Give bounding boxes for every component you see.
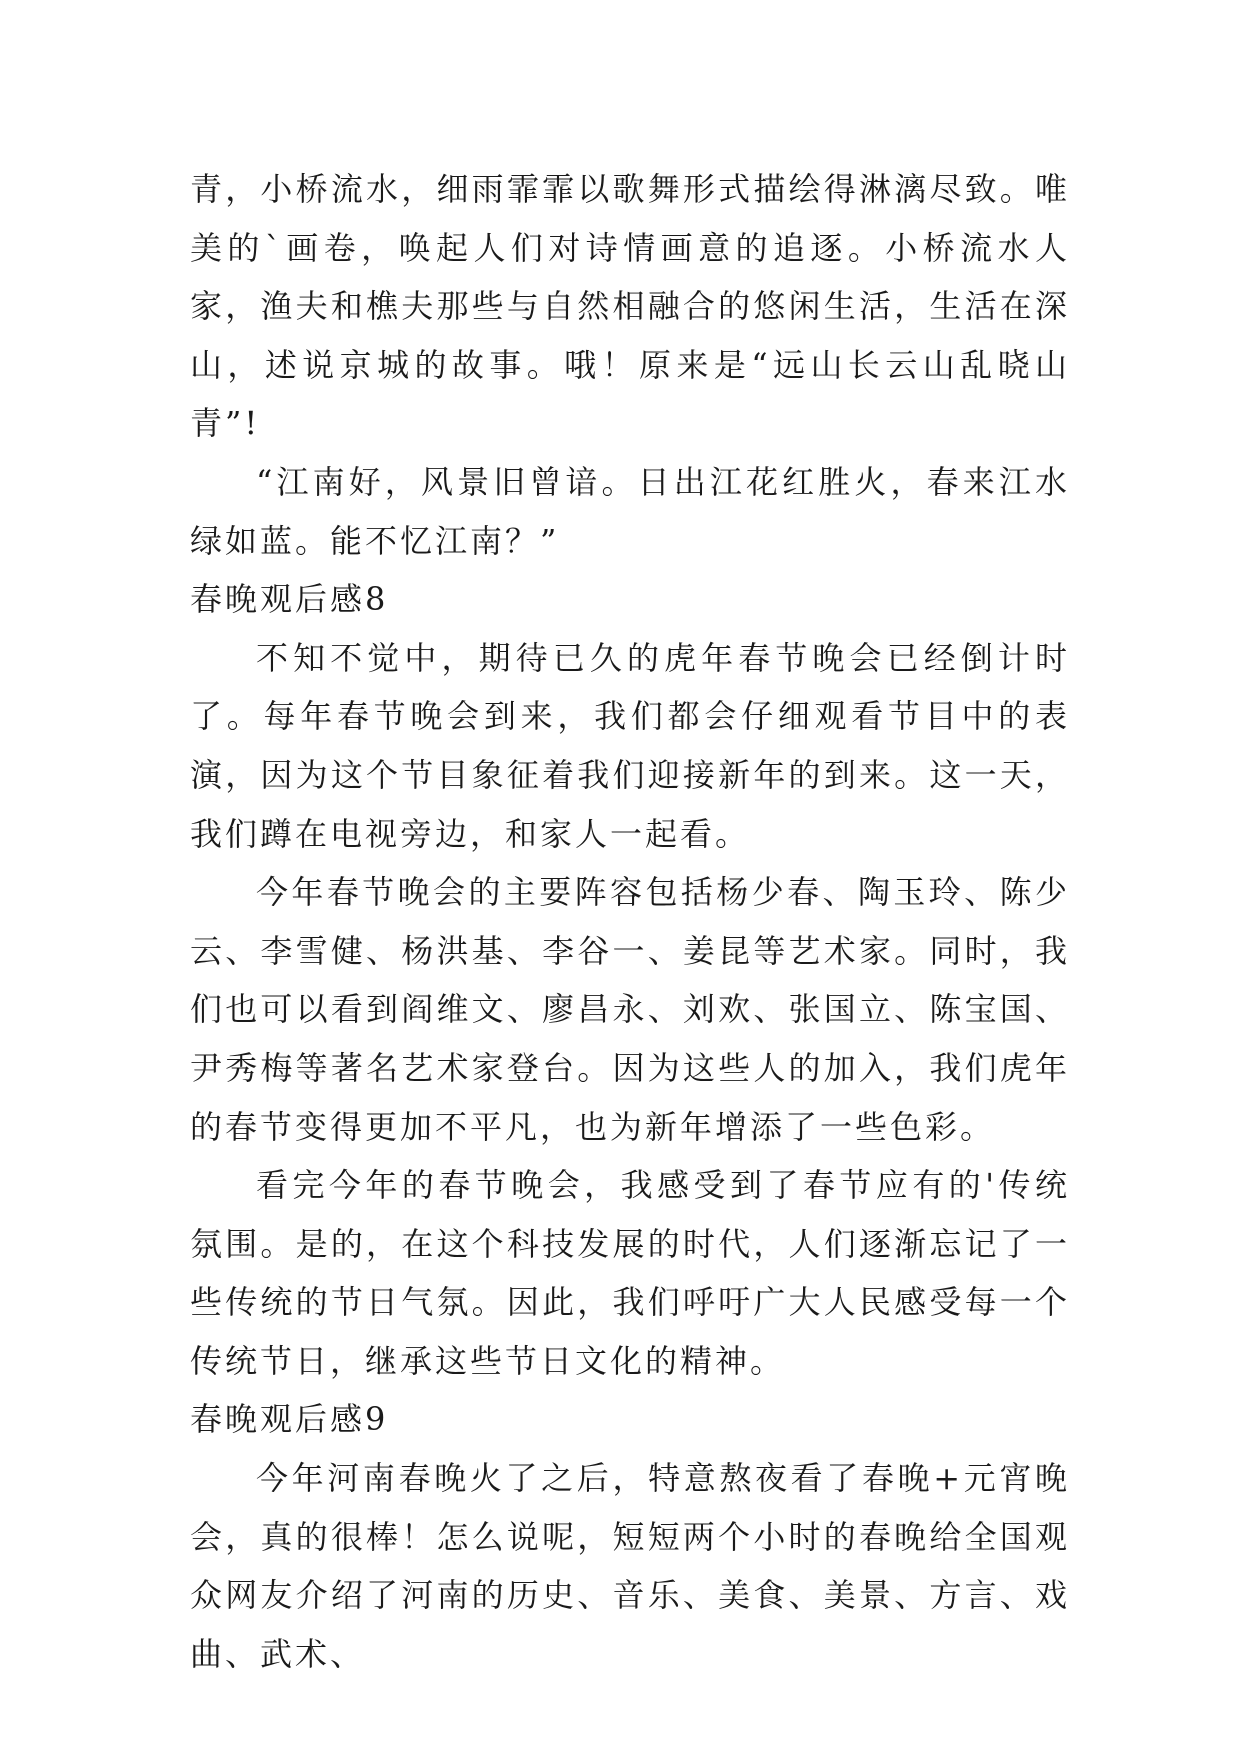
section-heading-8: 春晚观后感8 <box>190 580 389 619</box>
section-heading-9: 春晚观后感9 <box>190 1400 389 1439</box>
paragraph-henan-gala: 今年河南春晚火了之后，特意熬夜看了春晚+元宵晚会，真的很棒！怎么说呢，短短两个小时的春晚给全国观众网友介绍了河南的历史、音乐、美食、美景、方言、戏曲、武术、 <box>190 1459 1070 1673</box>
paragraph-jiangnan-scene: 青，小桥流水，细雨霏霏以歌舞形式描绘得淋漓尽致。唯美的`画卷，唤起人们对诗情画意的追逐。小桥流水人家，渔夫和樵夫那些与自然相融合的悠闲生活，生活在深山，述说京城的故事。哦！原来是“远山长云山乱晓山青”! <box>190 170 1070 443</box>
paragraph-tiger-year-gala: 不知不觉中，期待已久的虎年春节晚会已经倒计时了。每年春节晚会到来，我们都会仔细观看节目中的表演，因为这个节目象征着我们迎接新年的到来。这一天，我们蹲在电视旁边，和家人一起看。 <box>190 638 1070 853</box>
paragraph-jiangnan-poem: “江南好，风景旧曾谙。日出江花红胜火，春来江水绿如蓝。能不忆江南？” <box>190 462 1070 560</box>
paragraph-traditional-atmosphere: 看完今年的春节晚会，我感受到了春节应有的'传统氛围。是的，在这个科技发展的时代，人们逐渐忘记了一些传统的节日气氛。因此，我们呼吁广大人民感受每一个传统节日，继承这些节日文化的精神。 <box>190 1166 1070 1380</box>
document-body <box>190 160 1070 1683</box>
paragraph-gala-lineup: 今年春节晚会的主要阵容包括杨少春、陶玉玲、陈少云、李雪健、杨洪基、李谷一、姜昆等艺术家。同时，我们也可以看到阎维文、廖昌永、刘欢、张国立、陈宝国、尹秀梅等著名艺术家登台。因为这些人的加入，我们虎年的春节变得更加不平凡，也为新年增添了一些色彩。 <box>190 873 1070 1146</box>
